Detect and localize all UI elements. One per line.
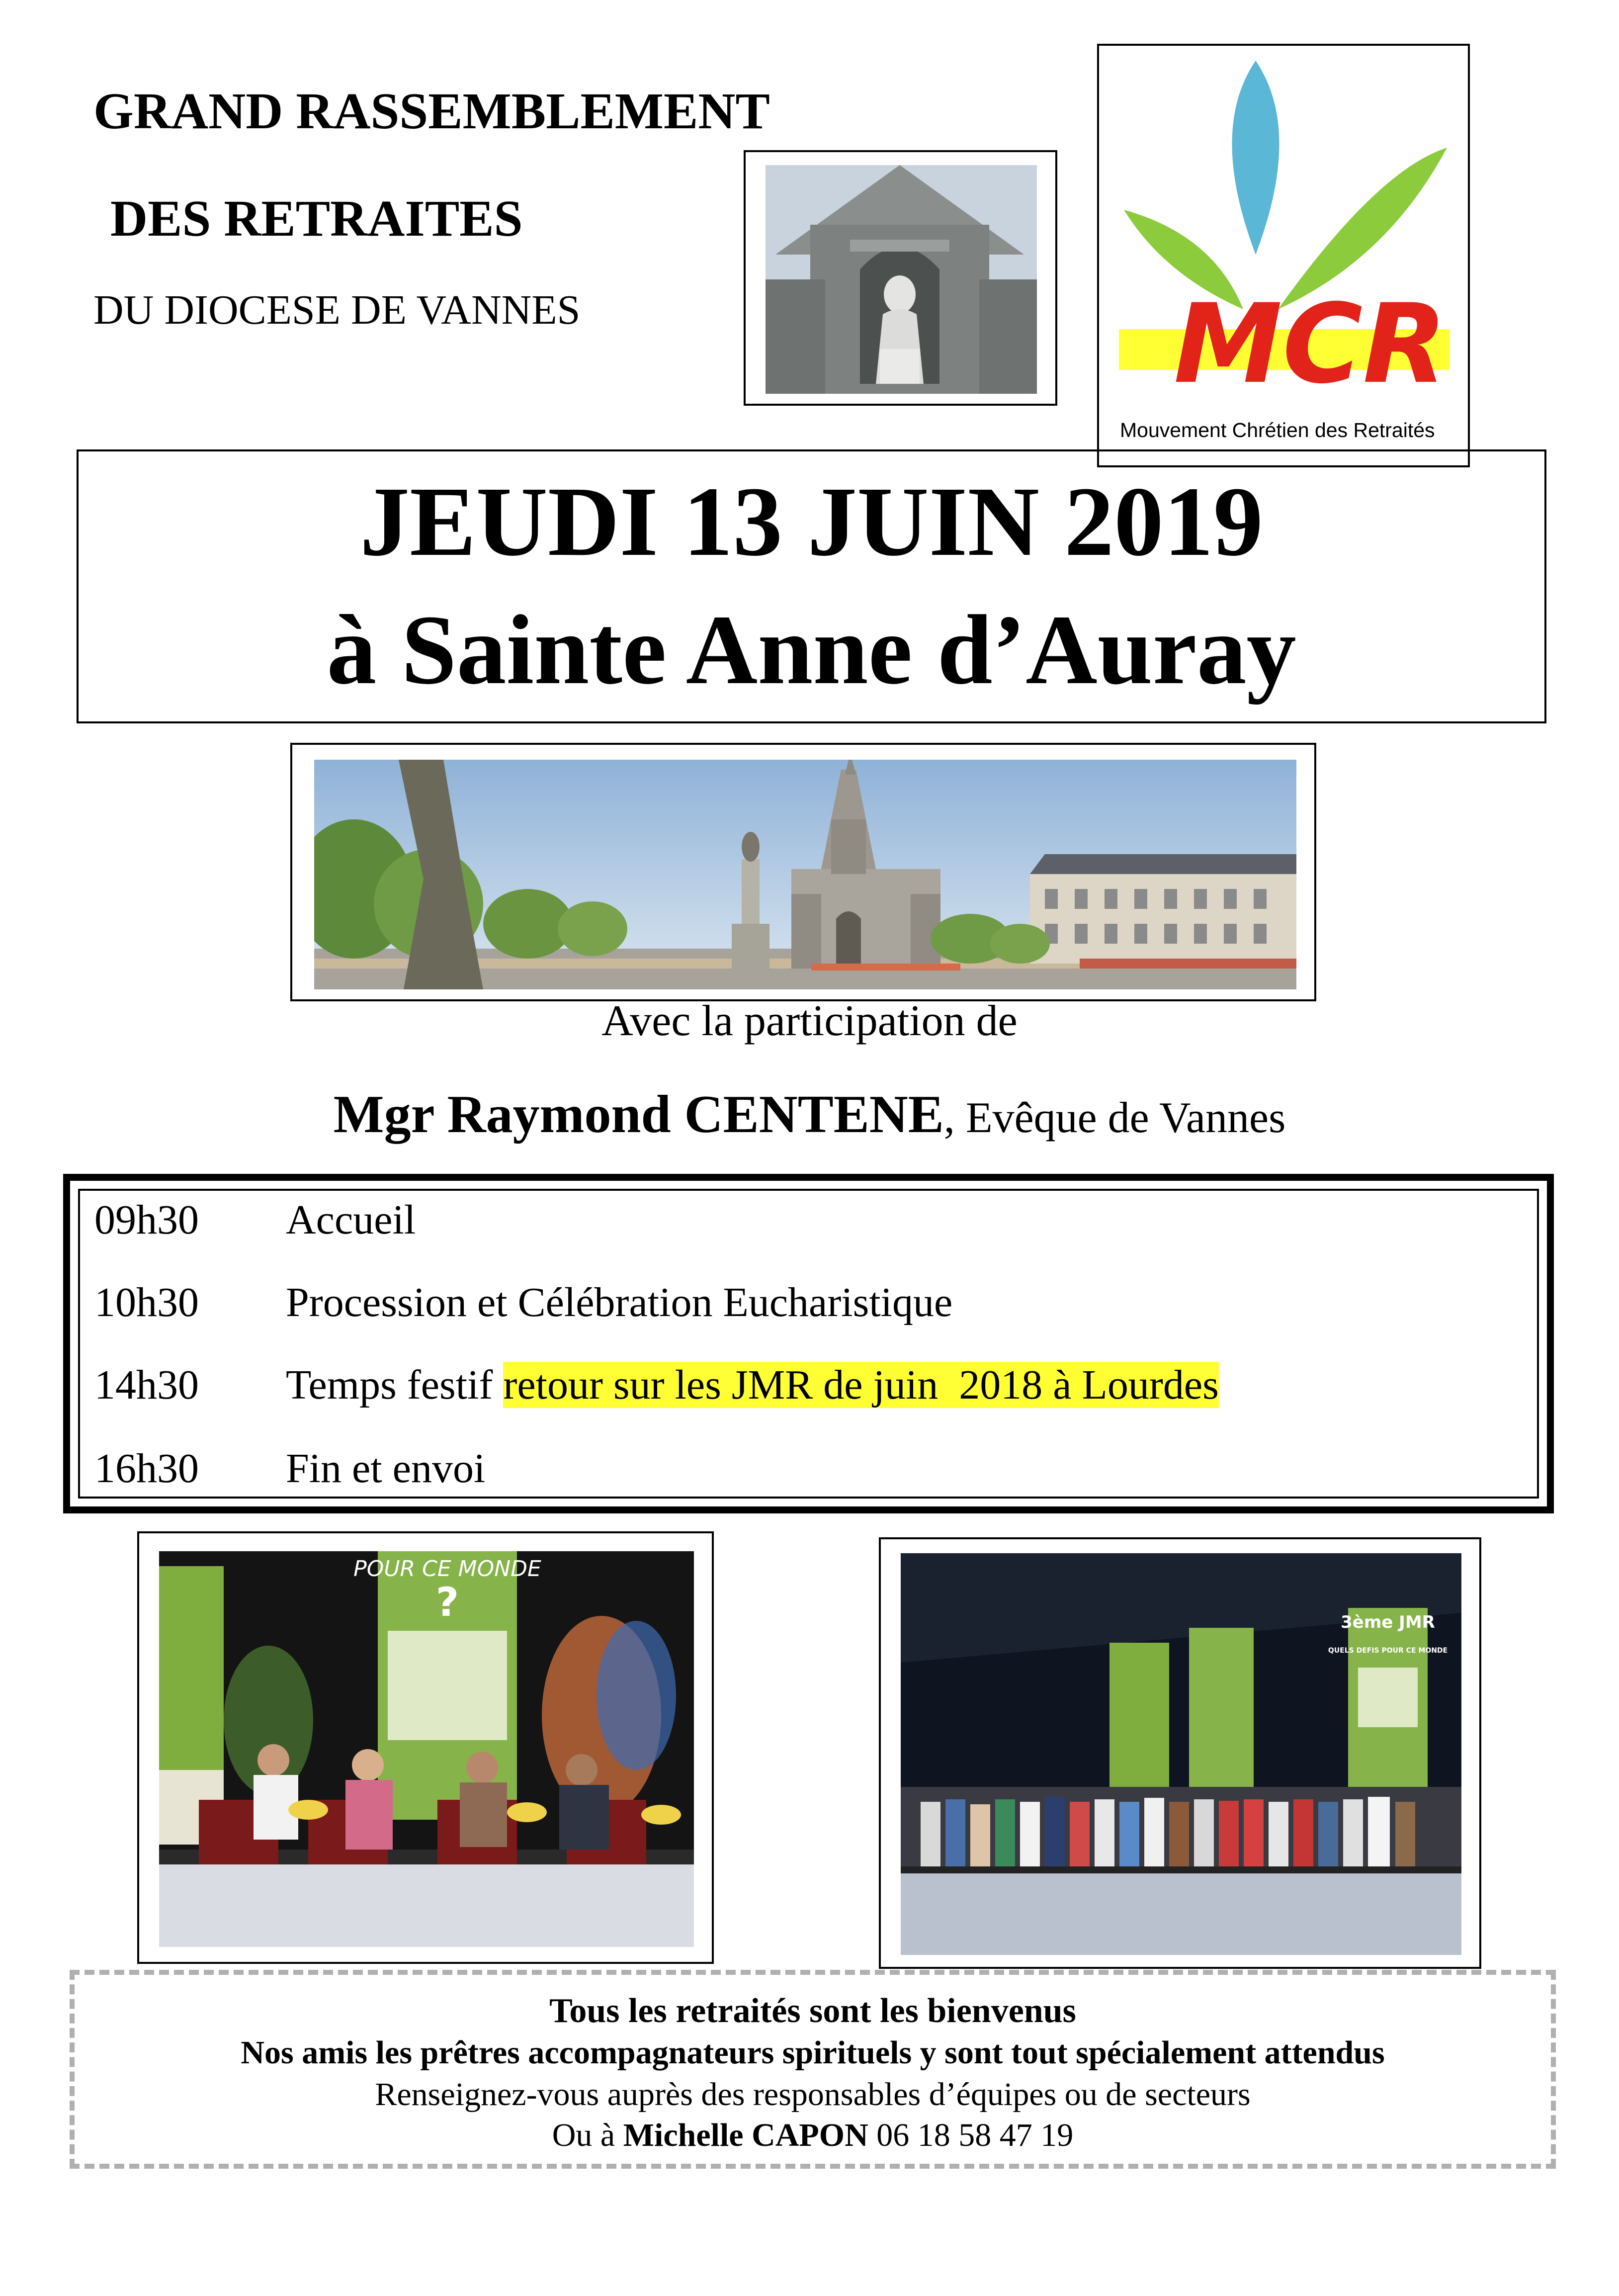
choir-photo-frame: [879, 1537, 1481, 1969]
panel-photo-frame: [137, 1531, 714, 1964]
guest-intro: Avec la participation de: [601, 997, 1018, 1045]
event-place: à Sainte Anne d’Auray: [327, 595, 1296, 705]
statue-photo-frame: [744, 150, 1057, 406]
schedule-activity: Accueil: [286, 1197, 416, 1243]
mcr-logo-caption: Mouvement Chrétien des Retraités: [1120, 419, 1435, 442]
basilica-photo-frame: [290, 743, 1316, 1001]
footer-priests: Nos amis les prêtres accompagnateurs spirituels y sont tout spécialement attendus: [241, 2034, 1385, 2071]
header-title-line2: DES RETRAITES: [110, 190, 523, 247]
banner-question-mark: ?: [435, 1579, 459, 1625]
basilica-photo: [314, 760, 1296, 989]
choir-photo: [901, 1553, 1461, 1955]
schedule-activity: [286, 1364, 1219, 1406]
guest-role: , Evêque de Vannes: [943, 1094, 1286, 1142]
header-title-line1: GRAND RASSEMBLEMENT: [93, 83, 770, 140]
footer-info: Renseignez-vous auprès des responsables d’équipes ou de secteurs: [375, 2076, 1251, 2113]
contact-name: Michelle CAPON: [623, 2117, 868, 2153]
contact-prefix: Ou à: [552, 2117, 623, 2153]
footer-welcome: Tous les retraités sont les bienvenus: [549, 1992, 1076, 2030]
banner-pour-ce-monde: POUR CE MONDE: [353, 1556, 541, 1582]
date-location-box: [77, 449, 1546, 723]
header-subtitle: DU DIOCESE DE VANNES: [93, 287, 581, 333]
statue-photo: [766, 165, 1037, 394]
schedule-time: 14h30: [94, 1362, 199, 1408]
contact-phone: 06 18 58 47 19: [868, 2117, 1074, 2153]
mcr-logo: [1097, 44, 1470, 467]
footer-contact: [75, 2119, 1551, 2152]
schedule-time: 16h30: [94, 1445, 199, 1492]
footer-box: [70, 1970, 1556, 2169]
schedule-activity-text: Temps festif: [286, 1362, 504, 1408]
panel-photo: [159, 1551, 694, 1947]
mcr-logo-letters: MCR: [1174, 280, 1447, 408]
schedule-time: 10h30: [94, 1279, 199, 1325]
schedule-time: 09h30: [94, 1197, 199, 1243]
event-date: JEUDI 13 JUIN 2019: [360, 467, 1263, 577]
schedule-activity: Procession et Célébration Eucharistique: [286, 1279, 953, 1325]
schedule-activity: Fin et envoi: [286, 1445, 486, 1492]
banner-quels-defis: QUELS DEFIS POUR CE MONDE: [1328, 1647, 1448, 1655]
guest-name: Mgr Raymond CENTENE: [333, 1085, 944, 1144]
banner-3eme-jmr: 3ème JMR: [1341, 1612, 1435, 1632]
schedule-activity-highlight: retour sur les JMR de juin 2018 à Lourdes: [503, 1362, 1219, 1408]
guest-line: [0, 1085, 1619, 1144]
